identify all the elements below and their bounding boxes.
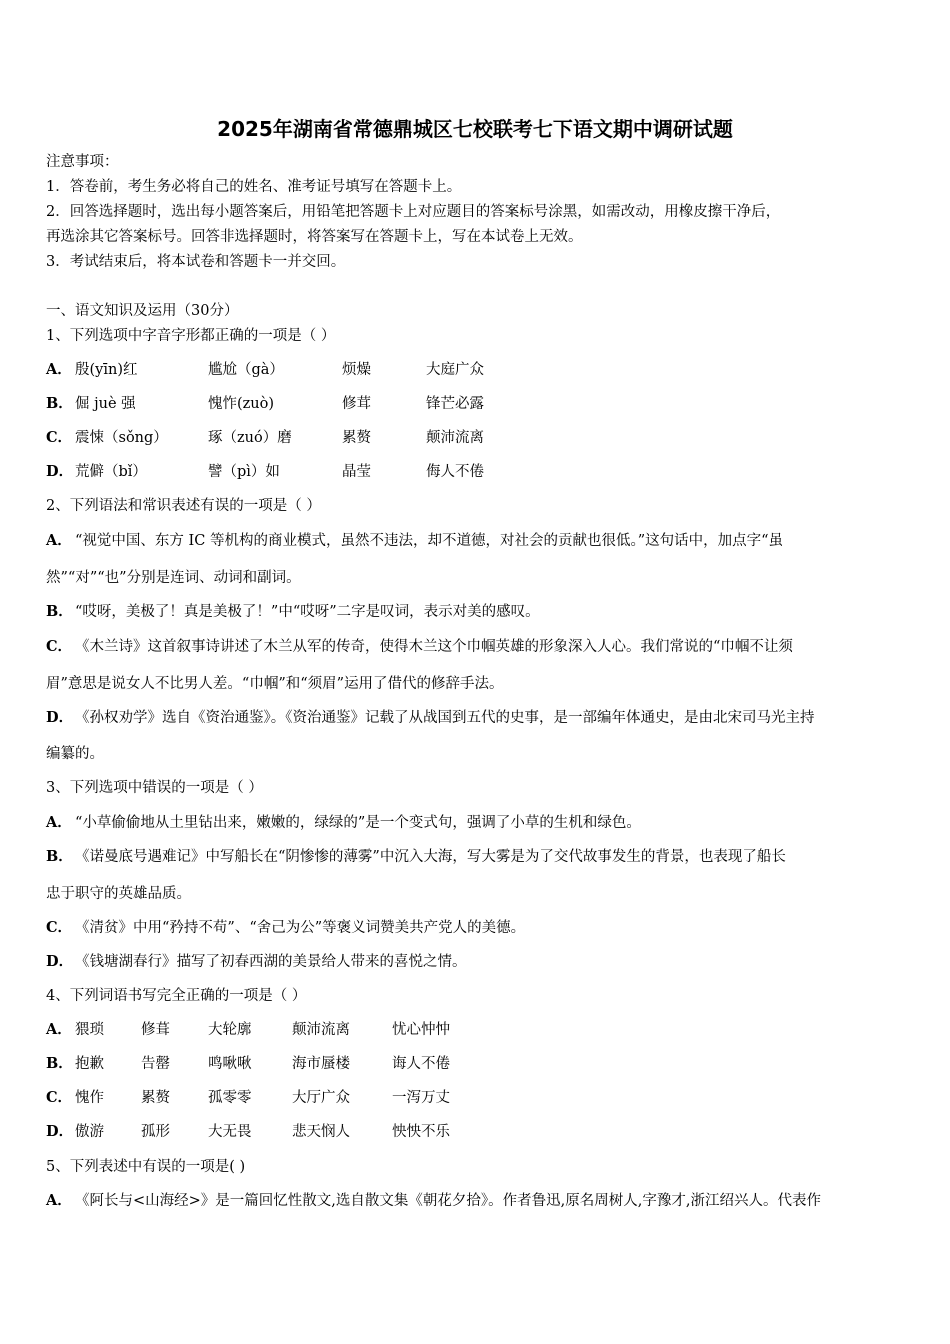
- notice-item-2: 2．回答选择题时，选出每小题答案后，用铅笔把答题卡上对应题目的答案标号涂黑，如需改动，用橡皮擦干净后，: [46, 204, 781, 220]
- option-text-cont: 眉”意思是说女人不比男人差。“巾帼”和“须眉”运用了借代的修辞手法。: [46, 676, 504, 692]
- option-label: C．: [46, 638, 73, 655]
- option-cell: 晶莹: [342, 464, 371, 480]
- option-label: A．: [46, 814, 72, 831]
- option-cell: 告罄: [141, 1056, 170, 1072]
- option-cell: 傲游: [75, 1124, 104, 1140]
- option-cell: 颠沛流离: [292, 1022, 350, 1038]
- option-cell: 大厅广众: [292, 1090, 350, 1106]
- option-cell: 鸣啾啾: [208, 1056, 252, 1072]
- option-cell: 悲天悯人: [292, 1124, 350, 1140]
- option-cell: 譬（pì）如: [208, 464, 280, 480]
- option-text-cont: 然”“对”“也”分别是连词、动词和副词。: [46, 570, 301, 586]
- option-label: C．: [46, 429, 73, 446]
- section-heading: 一、语文知识及运用（30分）: [46, 303, 239, 319]
- q2-stem: 2、下列语法和常识表述有误的一项是（ ）: [46, 498, 321, 514]
- option-label: D．: [46, 463, 74, 480]
- option-cell: 颠沛流离: [426, 430, 484, 446]
- option-text: 《清贫》中用“矜持不苟”、“舍己为公”等褒义词赞美共产党人的美德。: [75, 920, 526, 936]
- option-cell: 海市蜃楼: [292, 1056, 350, 1072]
- option-cell: 烦燥: [342, 362, 371, 378]
- option-text-cont: 编纂的。: [46, 746, 104, 762]
- option-cell: 修葺: [141, 1022, 170, 1038]
- option-label: A．: [46, 1021, 72, 1038]
- option-label: B．: [46, 1055, 73, 1072]
- option-cell: 琢（zuó）磨: [208, 430, 292, 446]
- option-text: 《阿长与<山海经>》是一篇回忆性散文,选自散文集《朝花夕拾》。作者鲁迅,原名周树人,字豫才,浙江绍兴人。代表作: [75, 1193, 821, 1209]
- option-cell: 忧心忡忡: [392, 1022, 450, 1038]
- option-cell: 殷(yīn)红: [75, 362, 138, 378]
- option-label: D．: [46, 709, 74, 726]
- option-cell: 诲人不倦: [392, 1056, 450, 1072]
- option-label: B．: [46, 848, 73, 865]
- option-cell: 愧作: [75, 1090, 104, 1106]
- q5-stem: 5、下列表述中有误的一项是( ): [46, 1159, 246, 1175]
- option-text: “小草偷偷地从土里钻出来，嫩嫩的，绿绿的”是一个变式句，强调了小草的生机和绿色。: [75, 815, 641, 831]
- option-label: C．: [46, 919, 73, 936]
- option-cell: 孤零零: [208, 1090, 252, 1106]
- option-label: A．: [46, 532, 72, 549]
- q3-stem: 3、下列选项中错误的一项是（ ）: [46, 780, 263, 796]
- option-cell: 孤形: [141, 1124, 170, 1140]
- option-text-cont: 忠于职守的英雄品质。: [46, 886, 191, 902]
- option-cell: 累赘: [141, 1090, 170, 1106]
- option-label: B．: [46, 603, 73, 620]
- option-label: B．: [46, 395, 73, 412]
- notice-item-1: 1．答卷前，考生务必将自己的姓名、准考证号填写在答题卡上。: [46, 179, 462, 195]
- option-cell: 尴尬（gà）: [208, 362, 284, 378]
- notice-item-2-cont: 再选涂其它答案标号。回答非选择题时，将答案写在答题卡上，写在本试卷上无效。: [46, 229, 583, 245]
- option-text: 《孙权劝学》选自《资治通鉴》。《资治通鉴》记载了从战国到五代的史事，是一部编年体通史，是由北宋司马光主持: [75, 710, 815, 726]
- option-cell: 怏怏不乐: [392, 1124, 450, 1140]
- option-cell: 荒僻（bǐ）: [75, 464, 147, 480]
- option-cell: 震悚（sǒng）: [75, 430, 168, 446]
- option-cell: 大无畏: [208, 1124, 252, 1140]
- option-cell: 愧怍(zuò): [208, 396, 275, 412]
- option-cell: 大轮廓: [208, 1022, 252, 1038]
- option-cell: 一泻万丈: [392, 1090, 450, 1106]
- notice-item-3: 3．考试结束后，将本试卷和答题卡一并交回。: [46, 254, 346, 270]
- q4-stem: 4、下列词语书写完全正确的一项是（ ）: [46, 988, 307, 1004]
- notice-heading: 注意事项：: [46, 154, 119, 170]
- option-cell: 猥琐: [75, 1022, 104, 1038]
- option-label: C．: [46, 1089, 73, 1106]
- page-title: 2025年湖南省常德鼎城区七校联考七下语文期中调研试题: [217, 117, 733, 141]
- option-cell: 锋芒必露: [426, 396, 484, 412]
- option-cell: 抱歉: [75, 1056, 104, 1072]
- option-cell: 侮人不倦: [426, 464, 484, 480]
- option-label: D．: [46, 1123, 74, 1140]
- option-text: 《钱塘湖春行》描写了初春西湖的美景给人带来的喜悦之情。: [75, 954, 467, 970]
- option-cell: 倔 juè 强: [75, 396, 136, 412]
- option-label: A．: [46, 1192, 72, 1209]
- q1-stem: 1、下列选项中字音字形都正确的一项是（ ）: [46, 328, 336, 344]
- option-text: “视觉中国、东方 IC 等机构的商业模式，虽然不违法，却不道德，对社会的贡献也很低。”这句话中，加点字“虽: [75, 533, 784, 549]
- option-label: A．: [46, 361, 72, 378]
- option-cell: 大庭广众: [426, 362, 484, 378]
- option-text: “哎呀，美极了！真是美极了！”中“哎呀”二字是叹词，表示对美的感叹。: [75, 604, 540, 620]
- option-label: D．: [46, 953, 74, 970]
- option-text: 《木兰诗》这首叙事诗讲述了木兰从军的传奇，使得木兰这个巾帼英雄的形象深入人心。我们常说的“巾帼不让须: [75, 639, 793, 655]
- option-cell: 修茸: [342, 396, 371, 412]
- option-cell: 累赘: [342, 430, 371, 446]
- option-text: 《诺曼底号遇难记》中写船长在“阴惨惨的薄雾”中沉入大海，写大雾是为了交代故事发生的背景，也表现了船长: [75, 849, 786, 865]
